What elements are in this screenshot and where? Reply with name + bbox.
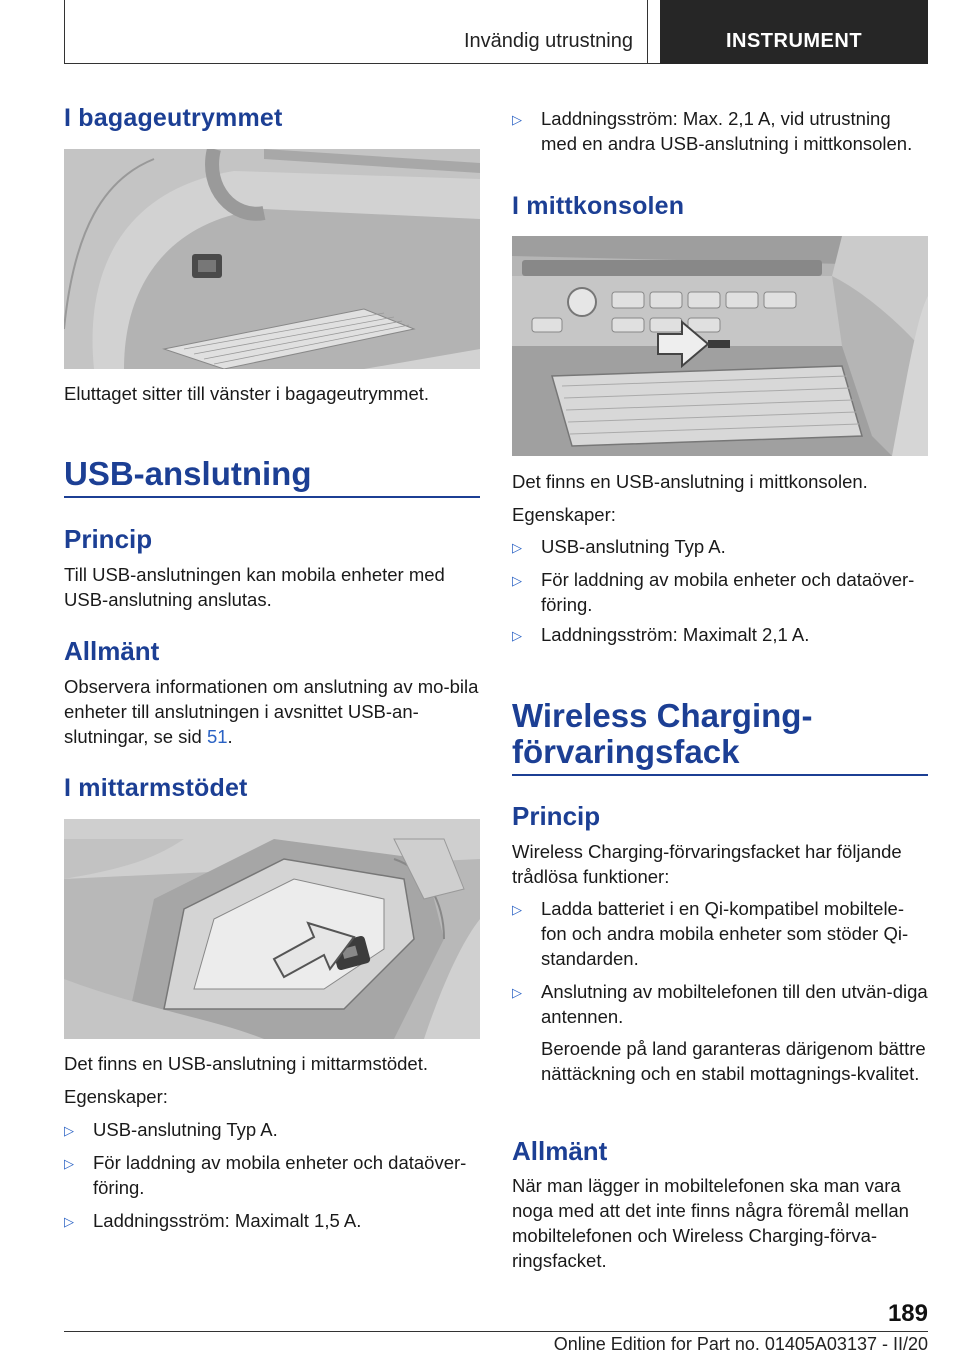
triangle-right-icon: ▷ xyxy=(64,1214,74,1229)
list-item xyxy=(512,567,928,617)
triangle-right-icon: ▷ xyxy=(512,985,522,1000)
heading-princip-right: Princip xyxy=(512,801,601,831)
edition-text: Online Edition for Part no. 01405A03137 - II/20 xyxy=(553,1334,928,1354)
header-section xyxy=(64,0,648,64)
heading-mittkonsolen: I mittkonsolen xyxy=(512,192,685,220)
armrest-illustration xyxy=(64,819,480,1039)
list-item-text: Ladda batteriet i en Qi-kompatibel mobiltele-fon och andra mobila enheter som stöder Qi-standarden. xyxy=(541,898,909,969)
triangle-right-icon: ▷ xyxy=(512,902,522,917)
list-item xyxy=(64,1208,480,1233)
caption-trunk: Eluttaget sitter till vänster i bagageutrymmet. xyxy=(64,383,430,404)
triangle-right-icon: ▷ xyxy=(64,1123,74,1138)
list-item xyxy=(64,1150,480,1200)
list-item-text: USB-anslutning Typ A. xyxy=(93,1119,278,1140)
triangle-right-icon: ▷ xyxy=(512,540,522,555)
caption-console: Det finns en USB-anslutning i mittkonsolen. xyxy=(512,471,868,492)
list-item xyxy=(512,979,928,1029)
list-item xyxy=(64,1117,480,1142)
text-allmant-right: När man lägger in mobiltelefonen ska man vara noga med att det inte finns några föremål mellan mobiltelefonen och Wireless Charging-förva-ringsfacket. xyxy=(512,1175,909,1271)
list-item-text: Laddningsström: Maximalt 1,5 A. xyxy=(93,1210,362,1231)
list-item xyxy=(512,106,928,156)
list-item-text: Laddningsström: Max. 2,1 A, vid utrustning med en andra USB-anslutning i mittkonsolen. xyxy=(541,108,913,154)
heading-princip-left: Princip xyxy=(64,524,153,554)
figure-console-usb xyxy=(512,236,928,456)
triangle-right-icon: ▷ xyxy=(512,573,522,588)
triangle-right-icon: ▷ xyxy=(64,1156,74,1171)
page-link-51[interactable]: 51 xyxy=(206,726,228,747)
heading-wireless-charging: Wireless Charging-förvaringsfack xyxy=(512,697,813,770)
allmant-end: . xyxy=(227,726,233,747)
footer-divider xyxy=(64,1331,928,1332)
figure-trunk-socket xyxy=(64,149,480,369)
text-princip-left: Till USB-anslutningen kan mobila enheter med USB-anslutning anslutas. xyxy=(64,564,445,610)
figure-armrest-usb xyxy=(64,819,480,1039)
divider-usb xyxy=(64,496,480,498)
header-chapter-tab xyxy=(660,0,928,64)
heading-usb-anslutning: USB-anslutning xyxy=(64,455,312,492)
list-item-text: För laddning av mobila enheter och dataöver-föring. xyxy=(93,1152,467,1198)
divider-wireless xyxy=(512,774,928,776)
list-item-text: USB-anslutning Typ A. xyxy=(541,536,726,557)
page-number: 189 xyxy=(887,1300,928,1327)
trunk-illustration xyxy=(64,149,480,369)
text-princip-right: Wireless Charging-förvaringsfacket har följande trådlösa funktioner: xyxy=(512,841,902,887)
label-egenskaper-left: Egenskaper: xyxy=(64,1086,168,1107)
list-item xyxy=(512,896,928,971)
list-item-text: För laddning av mobila enheter och dataöver-föring. xyxy=(541,569,915,615)
text-wireless-sub: Beroende på land garanteras därigenom bättre nättäckning och en stabil mottagnings-kvalitet. xyxy=(541,1038,926,1084)
heading-bagageutrymmet: I bagageutrymmet xyxy=(64,104,283,132)
heading-allmant-left: Allmänt xyxy=(64,636,160,666)
header-section-title: Invändig utrustning xyxy=(463,30,633,52)
list-item-text: Anslutning av mobiltelefonen till den utvän-diga antennen. xyxy=(541,981,928,1027)
triangle-right-icon: ▷ xyxy=(512,112,522,127)
heading-mittarmstodet: I mittarmstödet xyxy=(64,774,248,802)
console-illustration xyxy=(512,236,928,456)
triangle-right-icon: ▷ xyxy=(512,628,522,643)
list-item xyxy=(512,534,928,559)
caption-armrest: Det finns en USB-anslutning i mittarmstödet. xyxy=(64,1053,428,1074)
allmant-text: Observera informationen om anslutning av mo-bila enheter till anslutningen i avsnittet USB-an-slutningar, se sid xyxy=(64,676,479,747)
text-allmant-left xyxy=(64,674,480,749)
label-egenskaper-right: Egenskaper: xyxy=(512,504,616,525)
header-chapter-title: INSTRUMENT xyxy=(725,30,863,52)
list-item-text: Laddningsström: Maximalt 2,1 A. xyxy=(541,624,810,645)
list-item xyxy=(512,622,928,647)
heading-allmant-right: Allmänt xyxy=(512,1136,608,1166)
